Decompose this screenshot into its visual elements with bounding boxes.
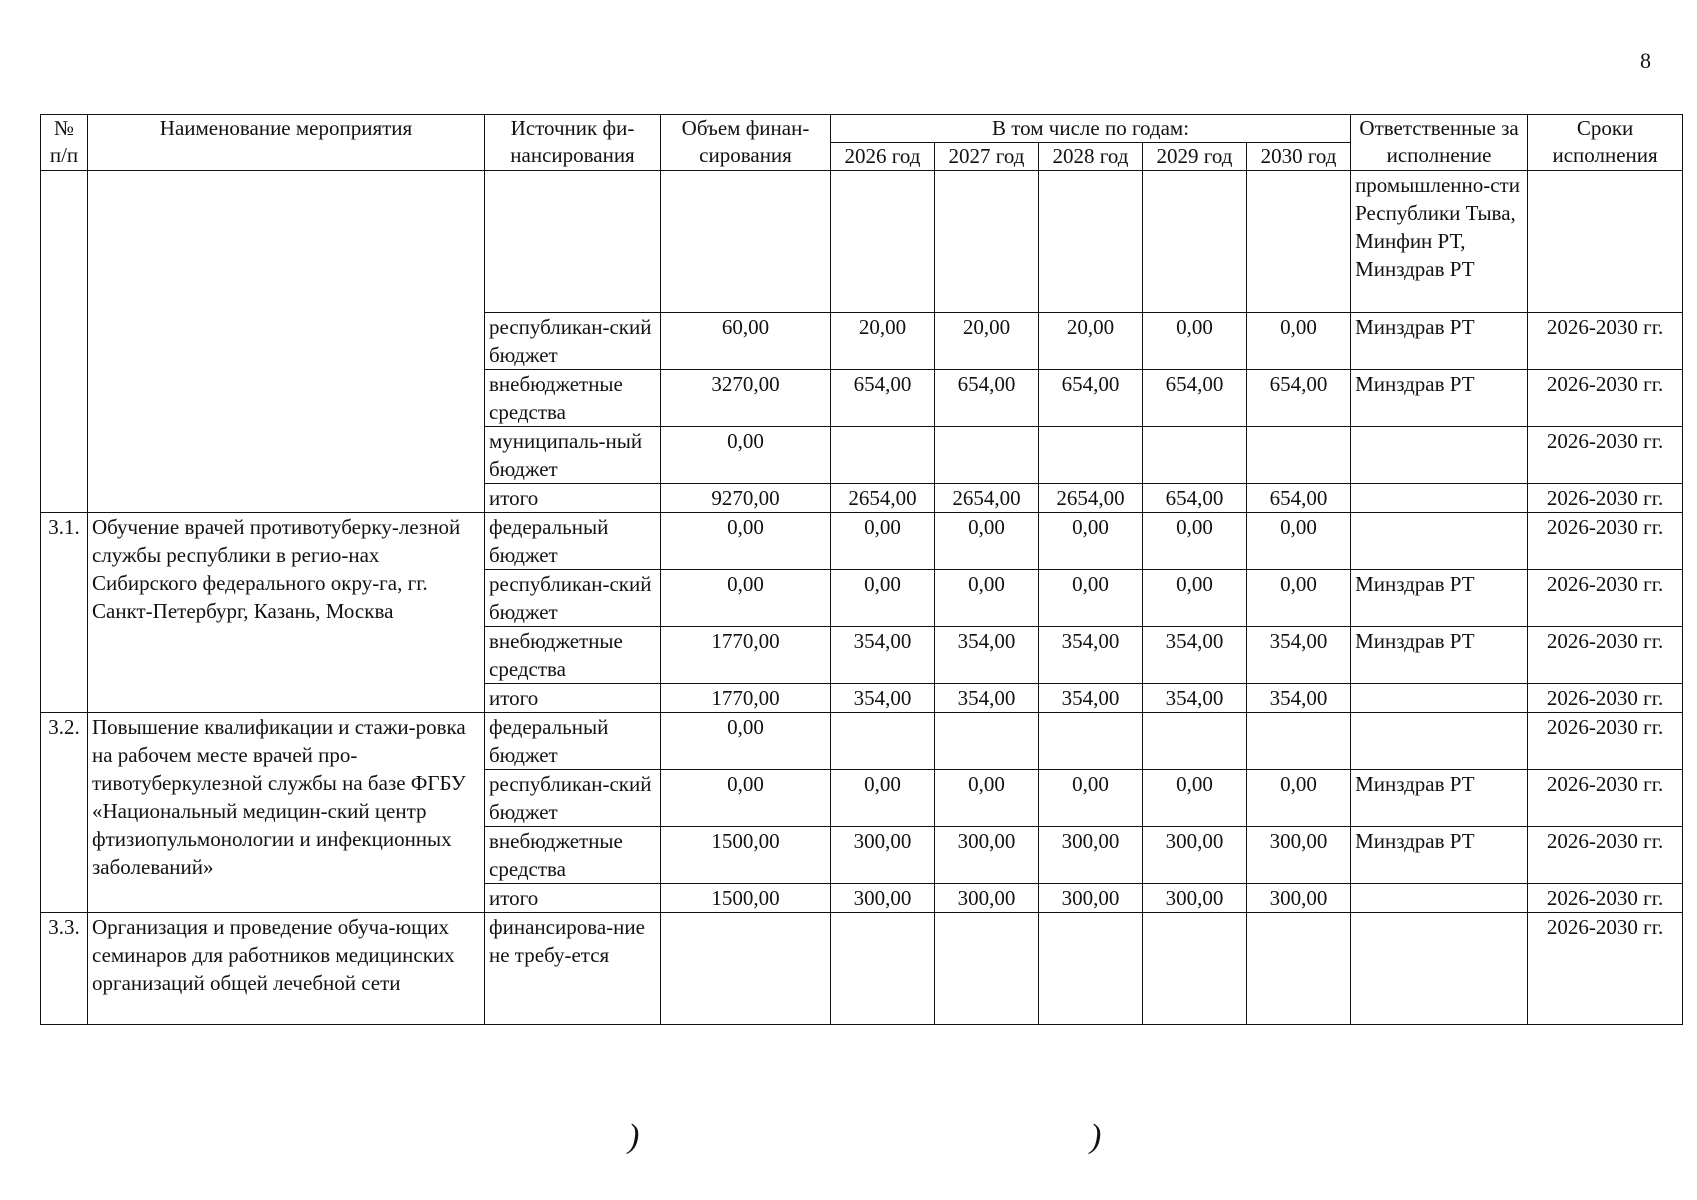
funding-source: внебюджетные средства [485, 827, 661, 884]
table-body [41, 171, 1683, 1025]
year-value: 300,00 [831, 884, 935, 913]
term: 2026-2030 гг. [1528, 313, 1683, 370]
year-value [831, 713, 935, 770]
year-value: 0,00 [1247, 313, 1351, 370]
funding-source: федеральный бюджет [485, 513, 661, 570]
page-number: 8 [1640, 48, 1651, 73]
year-value: 0,00 [1039, 513, 1143, 570]
year-value [1039, 913, 1143, 1025]
header-responsible: Ответственные за исполнение [1351, 115, 1528, 171]
handwritten-mark: ) [1090, 1118, 1102, 1155]
funding-volume: 1500,00 [661, 884, 831, 913]
item-number: 3.1. [41, 513, 88, 713]
header-name: Наименование мероприятия [88, 115, 485, 171]
funding-volume: 0,00 [661, 713, 831, 770]
year-value: 654,00 [1143, 484, 1247, 513]
year-value [1143, 171, 1247, 313]
year-value: 300,00 [1039, 827, 1143, 884]
funding-volume: 1770,00 [661, 627, 831, 684]
year-value [831, 171, 935, 313]
funding-source: республикан-ский бюджет [485, 313, 661, 370]
responsible [1351, 684, 1528, 713]
funding-volume: 0,00 [661, 770, 831, 827]
responsible [1351, 713, 1528, 770]
responsible [1351, 427, 1528, 484]
year-value: 0,00 [935, 513, 1039, 570]
funding-source: финансирова-ние не требу-ется [485, 913, 661, 1025]
year-value: 300,00 [831, 827, 935, 884]
year-value: 300,00 [1143, 827, 1247, 884]
header-by-years: В том числе по годам: [831, 115, 1351, 143]
financing-table [40, 114, 1683, 1025]
funding-source: итого [485, 484, 661, 513]
year-value: 0,00 [1143, 313, 1247, 370]
header-year: 2029 год [1143, 143, 1247, 171]
year-value: 354,00 [1143, 627, 1247, 684]
term: 2026-2030 гг. [1528, 827, 1683, 884]
year-value: 354,00 [1039, 627, 1143, 684]
funding-volume [661, 913, 831, 1025]
year-value: 0,00 [1247, 570, 1351, 627]
term [1528, 171, 1683, 313]
table-row [41, 713, 1683, 770]
year-value: 2654,00 [831, 484, 935, 513]
funding-volume: 1770,00 [661, 684, 831, 713]
year-value [935, 913, 1039, 1025]
item-number: 3.2. [41, 713, 88, 913]
header-year: 2027 год [935, 143, 1039, 171]
header-terms: Сроки исполнения [1528, 115, 1683, 171]
term: 2026-2030 гг. [1528, 713, 1683, 770]
year-value: 354,00 [935, 684, 1039, 713]
responsible: Минздрав РТ [1351, 313, 1528, 370]
year-value: 354,00 [1143, 684, 1247, 713]
year-value: 0,00 [1143, 570, 1247, 627]
year-value: 0,00 [1247, 770, 1351, 827]
year-value [831, 427, 935, 484]
handwritten-mark: ) [628, 1118, 640, 1155]
year-value [1143, 427, 1247, 484]
term: 2026-2030 гг. [1528, 484, 1683, 513]
year-value: 20,00 [1039, 313, 1143, 370]
funding-source: федеральный бюджет [485, 713, 661, 770]
item-number: 3.3. [41, 913, 88, 1025]
funding-volume: 1500,00 [661, 827, 831, 884]
year-value: 300,00 [1143, 884, 1247, 913]
table-row [41, 513, 1683, 570]
responsible: Минздрав РТ [1351, 770, 1528, 827]
year-value: 0,00 [1247, 513, 1351, 570]
funding-volume [661, 171, 831, 313]
funding-source: итого [485, 884, 661, 913]
year-value: 300,00 [935, 884, 1039, 913]
year-value: 654,00 [1247, 370, 1351, 427]
year-value: 354,00 [1039, 684, 1143, 713]
header-volume: Объем финан-сирования [661, 115, 831, 171]
year-value: 354,00 [935, 627, 1039, 684]
term: 2026-2030 гг. [1528, 627, 1683, 684]
term: 2026-2030 гг. [1528, 770, 1683, 827]
year-value: 300,00 [935, 827, 1039, 884]
funding-volume: 9270,00 [661, 484, 831, 513]
year-value: 20,00 [935, 313, 1039, 370]
item-name: Организация и проведение обуча-ющих семинаров для работников медицинских организаций общей лечебной сети [88, 913, 485, 1025]
responsible: промышленно-сти Республики Тыва, Минфин РТ, Минздрав РТ [1351, 171, 1528, 313]
year-value [935, 427, 1039, 484]
year-value [1247, 713, 1351, 770]
responsible [1351, 513, 1528, 570]
responsible: Минздрав РТ [1351, 827, 1528, 884]
year-value: 0,00 [1039, 570, 1143, 627]
year-value: 654,00 [1247, 484, 1351, 513]
year-value: 300,00 [1039, 884, 1143, 913]
header-source: Источник фи-нансирования [485, 115, 661, 171]
year-value: 654,00 [1143, 370, 1247, 427]
term: 2026-2030 гг. [1528, 684, 1683, 713]
year-value: 300,00 [1247, 884, 1351, 913]
funding-source: внебюджетные средства [485, 627, 661, 684]
responsible: Минздрав РТ [1351, 570, 1528, 627]
term: 2026-2030 гг. [1528, 913, 1683, 1025]
year-value: 20,00 [831, 313, 935, 370]
year-value: 654,00 [935, 370, 1039, 427]
year-value: 354,00 [1247, 627, 1351, 684]
year-value [935, 171, 1039, 313]
year-value: 0,00 [831, 513, 935, 570]
item-number [41, 171, 88, 513]
year-value [1039, 427, 1143, 484]
year-value [1039, 171, 1143, 313]
funding-source [485, 171, 661, 313]
year-value: 0,00 [935, 570, 1039, 627]
responsible [1351, 484, 1528, 513]
year-value: 354,00 [831, 627, 935, 684]
year-value: 0,00 [1143, 513, 1247, 570]
term: 2026-2030 гг. [1528, 884, 1683, 913]
term: 2026-2030 гг. [1528, 370, 1683, 427]
funding-volume: 0,00 [661, 513, 831, 570]
year-value: 2654,00 [1039, 484, 1143, 513]
funding-source: итого [485, 684, 661, 713]
table-row [41, 913, 1683, 1025]
year-value: 654,00 [1039, 370, 1143, 427]
item-name: Обучение врачей противотуберку-лезной службы республики в регио-нах Сибирского федерального окру-га, гг. Санкт-Петербург, Казань, Москва [88, 513, 485, 713]
term: 2026-2030 гг. [1528, 427, 1683, 484]
year-value: 354,00 [1247, 684, 1351, 713]
year-value [1039, 713, 1143, 770]
year-value: 0,00 [1039, 770, 1143, 827]
funding-volume: 3270,00 [661, 370, 831, 427]
year-value [1247, 171, 1351, 313]
header-year: 2028 год [1039, 143, 1143, 171]
funding-volume: 0,00 [661, 570, 831, 627]
year-value [831, 913, 935, 1025]
year-value [1143, 713, 1247, 770]
funding-source: внебюджетные средства [485, 370, 661, 427]
term: 2026-2030 гг. [1528, 570, 1683, 627]
year-value: 0,00 [831, 570, 935, 627]
funding-volume: 60,00 [661, 313, 831, 370]
funding-source: республикан-ский бюджет [485, 770, 661, 827]
year-value: 0,00 [831, 770, 935, 827]
header-year: 2030 год [1247, 143, 1351, 171]
year-value: 354,00 [831, 684, 935, 713]
responsible [1351, 884, 1528, 913]
year-value: 0,00 [1143, 770, 1247, 827]
year-value [1143, 913, 1247, 1025]
funding-volume: 0,00 [661, 427, 831, 484]
funding-source: республикан-ский бюджет [485, 570, 661, 627]
item-name: Повышение квалификации и стажи-ровка на рабочем месте врачей про-тивотуберкулезной службы на базе ФГБУ «Национальный медицин-ский центр фтизиопульмонологии и инфекционных заболеваний» [88, 713, 485, 913]
item-name [88, 171, 485, 513]
header-num: № п/п [41, 115, 88, 171]
table-row [41, 171, 1683, 313]
responsible: Минздрав РТ [1351, 370, 1528, 427]
term: 2026-2030 гг. [1528, 513, 1683, 570]
year-value [1247, 427, 1351, 484]
year-value [935, 713, 1039, 770]
responsible: Минздрав РТ [1351, 627, 1528, 684]
funding-source: муниципаль-ный бюджет [485, 427, 661, 484]
year-value: 0,00 [935, 770, 1039, 827]
year-value: 654,00 [831, 370, 935, 427]
responsible [1351, 913, 1528, 1025]
header-year: 2026 год [831, 143, 935, 171]
year-value: 2654,00 [935, 484, 1039, 513]
year-value: 300,00 [1247, 827, 1351, 884]
year-value [1247, 913, 1351, 1025]
